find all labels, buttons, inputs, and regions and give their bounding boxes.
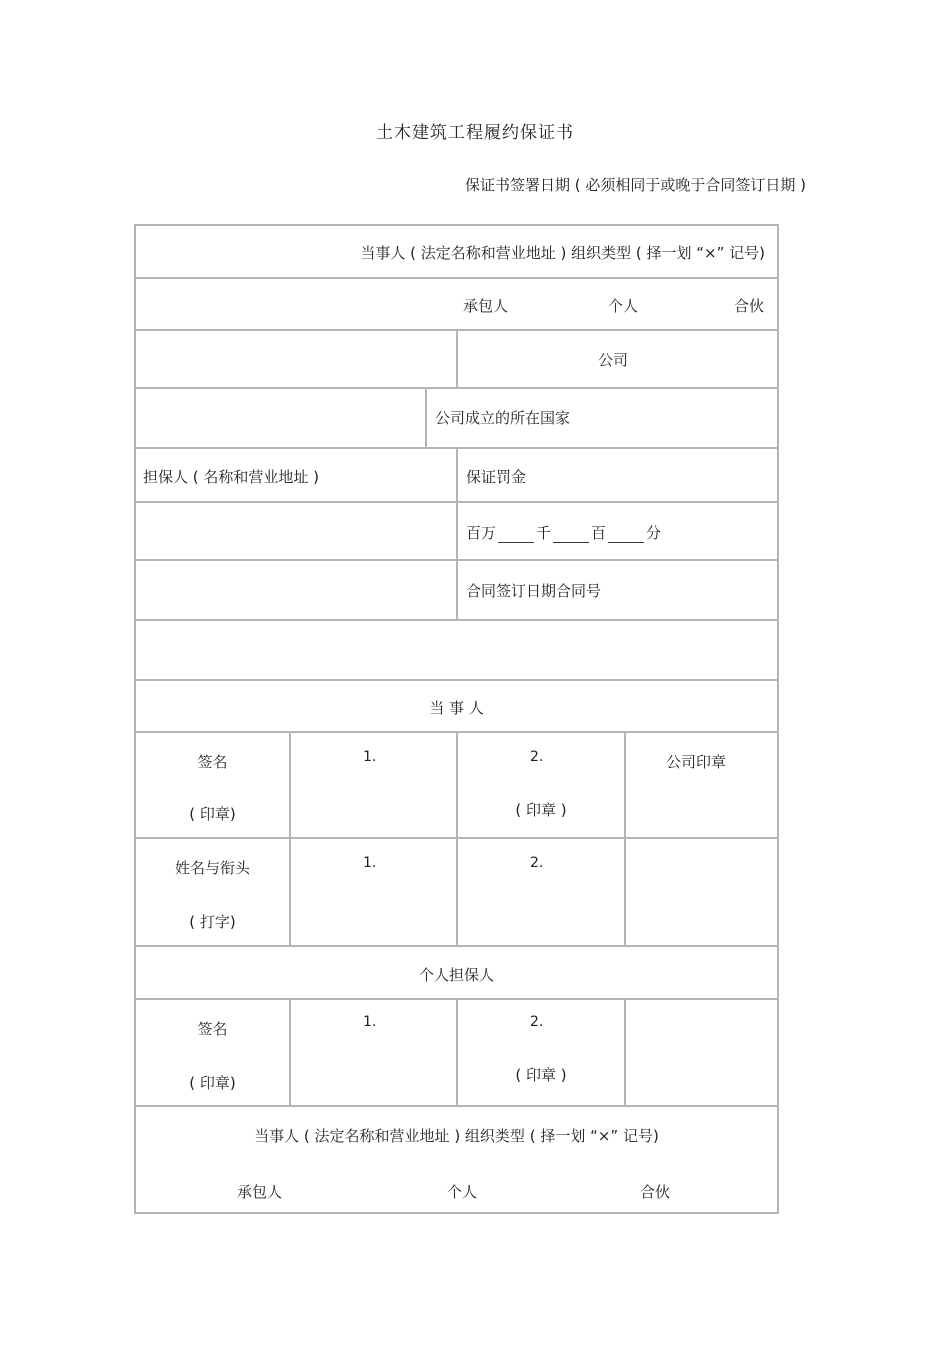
party-header-text-2: 当事人 ( 法定名称和营业地址 ) 组织类型 ( 择一划 “×” 记号) bbox=[254, 1127, 659, 1145]
thousand-blank[interactable] bbox=[498, 529, 534, 543]
contract-details-field[interactable] bbox=[134, 619, 779, 681]
seal-label-2: ( 印章 ) bbox=[515, 801, 567, 819]
type-contractor[interactable]: 承包人 bbox=[463, 297, 509, 315]
type-contractor-2[interactable]: 承包人 bbox=[237, 1183, 283, 1201]
amount-thousand-label: 千 bbox=[536, 524, 552, 542]
type-partnership-2[interactable]: 合伙 bbox=[640, 1183, 671, 1201]
name-title-label-cell bbox=[134, 837, 291, 947]
contract-cell bbox=[456, 559, 779, 621]
guarantor-sign-label: 签名 bbox=[197, 1020, 228, 1038]
sig-number-2: 2. bbox=[530, 749, 544, 765]
guarantor-sign-label-cell bbox=[134, 998, 291, 1107]
party-name-field[interactable] bbox=[134, 329, 458, 389]
amount-cent-label: 分 bbox=[646, 524, 662, 542]
cent-blank[interactable] bbox=[608, 529, 644, 543]
party-signature-1[interactable] bbox=[289, 731, 458, 839]
guarantor-label: 担保人 ( 名称和营业地址 ) bbox=[143, 468, 320, 486]
org-type-row bbox=[134, 277, 779, 331]
guarantor-signature-1[interactable] bbox=[289, 998, 458, 1107]
amount-hundred-label: 百 bbox=[591, 524, 607, 542]
party-header-row-2 bbox=[134, 1105, 779, 1214]
individual-guarantor-title: 个人担保人 bbox=[418, 966, 494, 984]
penalty-label: 保证罚金 bbox=[466, 468, 527, 486]
guarantor-seal-label-2: ( 印章 ) bbox=[515, 1066, 567, 1084]
company-country-label: 公司成立的所在国家 bbox=[435, 409, 571, 427]
contract-label: 合同签订日期合同号 bbox=[466, 582, 602, 600]
company-cell bbox=[456, 329, 779, 389]
name-title-field-1[interactable] bbox=[289, 837, 458, 947]
individual-guarantor-header bbox=[134, 945, 779, 1000]
name-title-label: 姓名与衔头 bbox=[174, 859, 250, 877]
guarantor-name-field[interactable] bbox=[134, 501, 458, 561]
seal-label: ( 印章) bbox=[189, 805, 236, 823]
name-title-blank[interactable] bbox=[624, 837, 779, 947]
signing-date-note: 保证书签署日期 ( 必须相同于或晚于合同签订日期 ) bbox=[464, 176, 806, 194]
party-header-row bbox=[134, 224, 779, 279]
sign-label: 签名 bbox=[197, 753, 228, 771]
typed-label: ( 打字) bbox=[189, 913, 236, 931]
company-seal-label: 公司印章 bbox=[666, 753, 727, 771]
company-seal-cell[interactable] bbox=[624, 731, 779, 839]
guarantor-cell bbox=[134, 447, 458, 503]
guarantor-seal-blank[interactable] bbox=[624, 998, 779, 1107]
guarantor-number-1: 1. bbox=[363, 1014, 377, 1030]
party-address-field[interactable] bbox=[134, 387, 427, 449]
guarantor-address-field[interactable] bbox=[134, 559, 458, 621]
type-partnership[interactable]: 合伙 bbox=[734, 297, 765, 315]
hundred-blank[interactable] bbox=[553, 529, 589, 543]
parties-section-title: 当 事 人 bbox=[429, 699, 484, 717]
party-header-text: 当事人 ( 法定名称和营业地址 ) 组织类型 ( 择一划 “×” 记号) bbox=[360, 244, 765, 262]
type-individual[interactable]: 个人 bbox=[608, 297, 639, 315]
amount-million-label: 百万 bbox=[466, 524, 497, 542]
guarantor-signature-2[interactable] bbox=[456, 998, 626, 1107]
guarantor-number-2: 2. bbox=[530, 1014, 544, 1030]
penalty-cell bbox=[456, 447, 779, 503]
party-signature-2[interactable] bbox=[456, 731, 626, 839]
type-company[interactable]: 公司 bbox=[598, 351, 629, 369]
parties-section-header bbox=[134, 679, 779, 733]
type-individual-2[interactable]: 个人 bbox=[447, 1183, 478, 1201]
amount-cell bbox=[456, 501, 779, 561]
name-title-field-2[interactable] bbox=[456, 837, 626, 947]
name-number-2: 2. bbox=[530, 855, 544, 871]
company-country-cell bbox=[425, 387, 779, 449]
sig-number-1: 1. bbox=[363, 749, 377, 765]
signature-label-cell bbox=[134, 731, 291, 839]
guarantor-seal-label: ( 印章) bbox=[189, 1074, 236, 1092]
amount-line bbox=[466, 522, 661, 543]
name-number-1: 1. bbox=[363, 855, 377, 871]
bond-form bbox=[134, 224, 779, 1214]
document-title: 土木建筑工程履约保证书 bbox=[376, 123, 574, 143]
